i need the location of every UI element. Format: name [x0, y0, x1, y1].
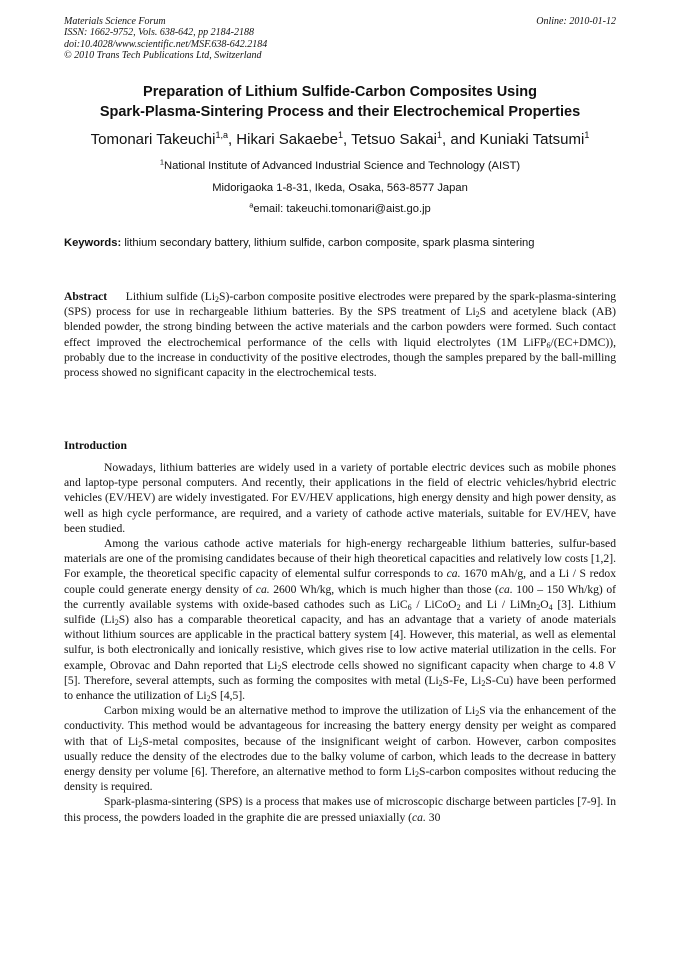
author-email[interactable]: $^a$email: takeuchi.tomonari@aist.go.jp — [249, 200, 431, 215]
section-heading-introduction: Introduction — [64, 439, 127, 452]
intro-paragraph: Nowadays, lithium batteries are widely used in a variety of portable electric devices such as mobile phones and laptop-type personal computers. And recently, their applications in the field of electric vehicles/hybrid electric vehicles (EV/HEV) are widely investigated. For EV/HEV applications, high energy density and high power density, as well as high cycle performance, are required, and a variety of cathode active materials, suitable for EV/HEV, have been studied. — [64, 461, 616, 535]
introduction-body — [64, 460, 616, 825]
journal-copyright: © 2010 Trans Tech Publications Ltd, Switzerland — [64, 50, 262, 62]
keywords-text: lithium secondary battery, lithium sulfide, carbon composite, spark plasma sintering — [124, 237, 535, 249]
intro-paragraph: Spark-plasma-sintering (SPS) is a process that makes use of microscopic discharge between particles [7-9]. In this process, the powders loaded in the graphite die are pressed uniaxially (ca. 30 — [64, 795, 616, 824]
affiliation-address: Midorigaoka 1-8-31, Ikeda, Osaka, 563-8577 Japan — [212, 182, 468, 194]
author: Tomonari Takeuchi$^{1,a}$, — [90, 130, 237, 148]
abstract-label: Abstract — [64, 290, 108, 303]
title-line-1: Preparation of Lithium Sulfide-Carbon Composites Using — [143, 84, 537, 100]
abstract-text: Lithium sulfide $(Li_2S)$-carbon composite positive electrodes were prepared by the spark-plasma-sintering (SPS) process for use in rechargeable lithium batteries. By the SPS treatment of $Li_2S$ and acetylene black (AB) blended powder, the strong binding between the active materials and the carbon powders were formed. Such contact effect improved the electrochemical performance of the cells with liquid electrolytes (1M LiFP$_6$/(EC+DMC)), probably due to the increase in conductivity of the positive electrodes, though the samples prepared by the ball-milling process showed no significant capacity in the electrochemical tests. — [64, 290, 617, 380]
online-date: Online: 2010-01-12 — [536, 16, 616, 27]
journal-issn: ISSN: 1662-9752, Vols. 638-642, pp 2184-2188 — [64, 27, 254, 39]
author: Kuniaki Tatsumi$^1$ — [479, 130, 590, 148]
affiliation-institute: $^1$National Institute of Advanced Industrial Science and Technology (AIST) — [159, 157, 521, 172]
title-line-2: Spark-Plasma-Sintering Process and their Electrochemical Properties — [99, 104, 581, 120]
paper-title — [64, 82, 616, 122]
author-list — [40, 131, 640, 149]
journal-name: Materials Science Forum — [64, 16, 166, 27]
keywords-label: Keywords: — [64, 237, 122, 249]
journal-doi: doi:10.4028/www.scientific.net/MSF.638-642.2184 — [64, 38, 268, 50]
journal-header — [64, 16, 616, 62]
author: Hikari Sakaebe$^1$, — [236, 130, 352, 148]
author: Tetsuo Sakai$^1$, and — [351, 130, 480, 148]
abstract — [64, 289, 616, 380]
intro-paragraph: Among the various cathode active materials for high-energy rechargeable lithium batteries, sulfur-based materials are one of the promising candidates because of their high theoretical capacities and relatively low costs [1,2]. For example, the theoretical specific capacity of elemental sulfur corresponds to ca. 1670 mAh/g, and a Li / S redox couple could generate energy density of ca. 2600 Wh/kg, which is much higher than those (ca. 100 – 150 Wh/kg) of the currently available systems with oxide-based cathodes such as LiC$_6$ / LiCoO$_2$ and Li / $LiMn_2O_4$ [3]. Lithium sulfide $(Li_2S)$ also has a comparable theoretical capacity, and has an advantage that a variety of anode materials without lithium sources are applicable in the practical battery system [4]. However, this material, as well as elemental sulfur, is both electronically and ionically resistive, which gives rise to low active material utilization in the cells. For example, Obrovac and Dahn reported that $Li_2S$ electrode cells showed no significant capacity when charge to 4.8 V [5]. Therefore, several attempts, such as forming the composites with metal ($Li_2S-Fe$, $Li_2S-Cu$) have been performed to enhance the utilization of $Li_2S$ [4,5]. — [64, 537, 617, 704]
intro-paragraph: Carbon mixing would be an alternative method to improve the utilization of $Li_2S$ via the enhancement of the conductivity. This method would be advantageous for increasing the battery energy density per weight as compared with that of $Li_2S$-metal composites, because of the insignificant weight of carbon. However, carbon composites usually reduce the density of the electrodes due to the balky volume of carbon, which leads to the decrease in battery energy density per volume [6]. Therefore, an alternative method to form $Li_2S$-carbon composites without reducing the density is required. — [64, 704, 617, 794]
keywords — [64, 236, 616, 250]
